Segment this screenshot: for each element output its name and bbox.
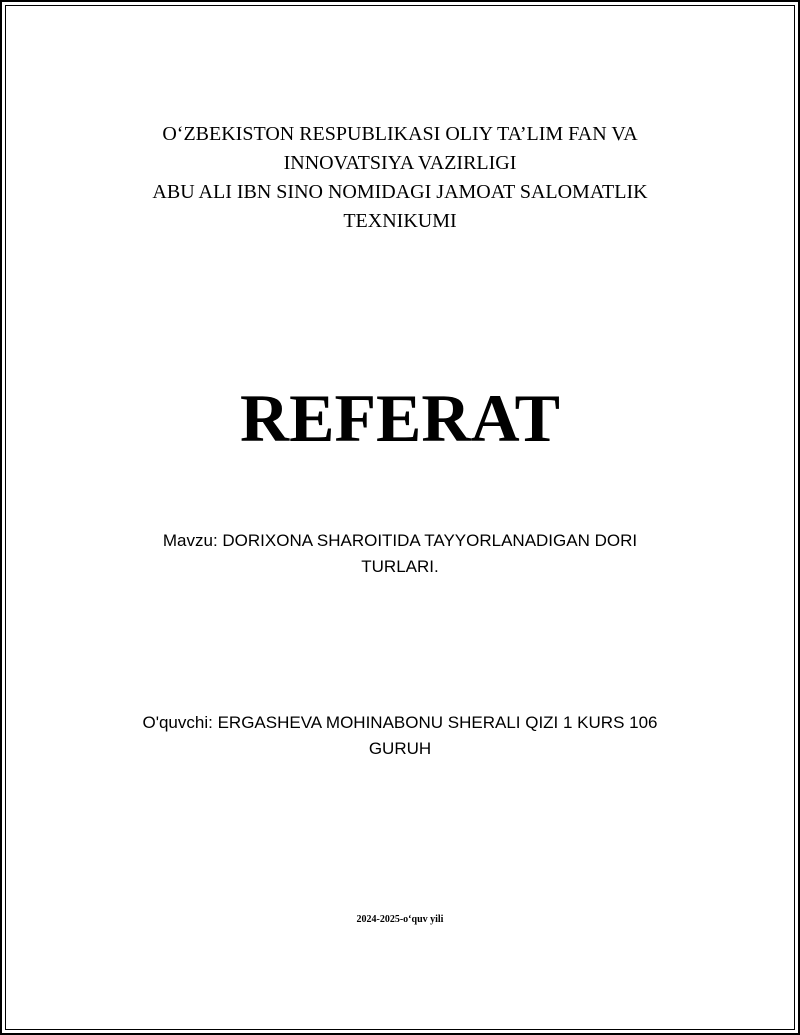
student-text: ERGASHEVA MOHINABONU SHERALI QIZI 1 KURS 106 GURUH [217,713,658,758]
topic-text: DORIXONA SHAROITIDA TAYYORLANADIGAN DORI TURLARI. [222,531,638,576]
header-line-4: TEXNIKUMI [343,210,457,232]
institution-header [0,120,800,236]
student-paragraph [110,710,690,762]
document-title: REFERAT [240,380,560,456]
header-line-1: O‘ZBEKISTON RESPUBLIKASI OLIY TA’LIM FAN VA [162,123,638,145]
academic-year: 2024-2025-o‘quv yili [356,914,444,925]
topic-paragraph [130,528,670,580]
topic-label: Mavzu: [162,531,218,550]
header-line-2: INNOVATSIYA VAZIRLIGI [283,152,517,174]
student-label: O'quvchi: [142,713,213,732]
header-line-3: ABU ALI IBN SINO NOMIDAGI JAMOAT SALOMATLIK [152,181,648,203]
